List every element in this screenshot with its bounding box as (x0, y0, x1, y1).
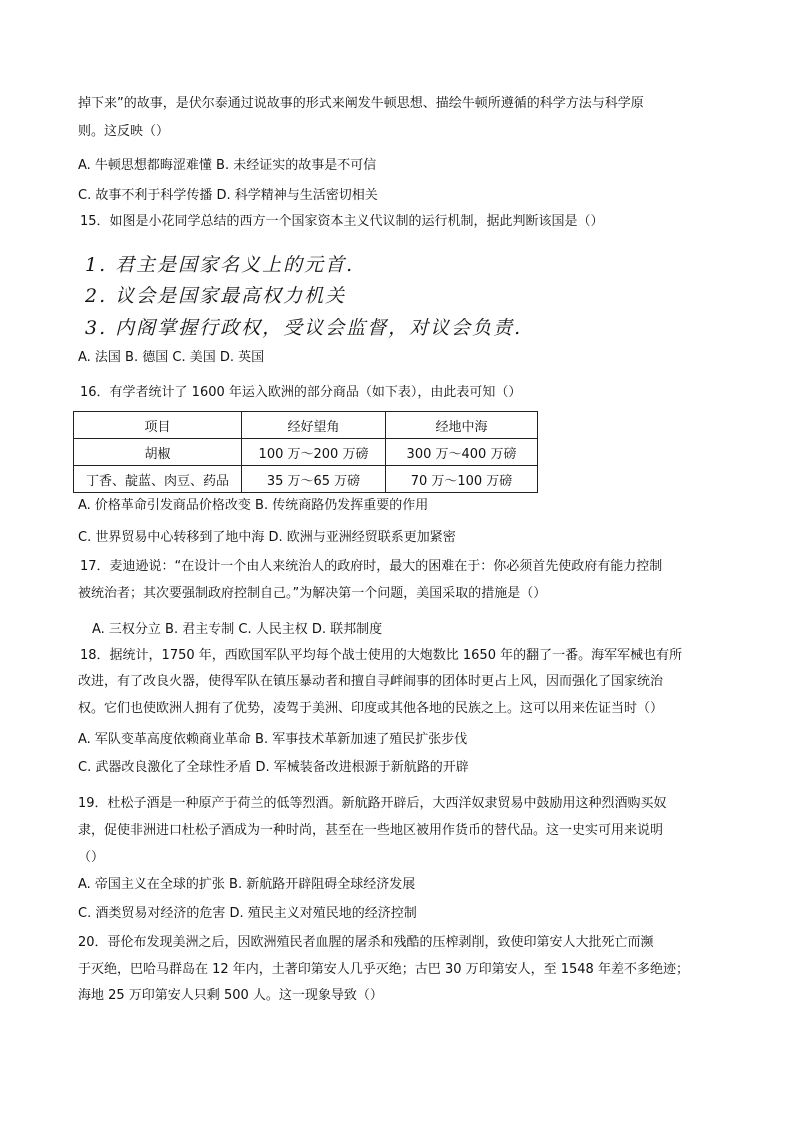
q16-options-cd: C. 世界贸易中心转移到了地中海 D. 欧洲与亚洲经贸联系更加紧密 (78, 530, 456, 545)
table-header: 经地中海 (386, 412, 538, 439)
q16-options-ab: A. 价格革命引发商品价格改变 B. 传统商路仍发挥重要的作用 (78, 498, 429, 513)
table-cell: 100 万～200 万磅 (242, 439, 386, 466)
q20-stem-line-3: 海地 25 万印第安人只剩 500 人。这一现象导致（） (78, 988, 383, 1003)
q15-handwritten-line-1: 1. 君主是国家名义上的元首. (85, 254, 355, 276)
q18-options-ab: A. 军队变革高度依赖商业革命 B. 军事技术革新加速了殖民扩张步伐 (78, 732, 468, 747)
q19-options-ab: A. 帝国主义在全球的扩张 B. 新航路开辟阻碍全球经济发展 (78, 877, 416, 892)
q15-handwritten-line-3: 3. 内阁掌握行政权，受议会监督，对议会负责. (85, 317, 523, 339)
table-row (74, 439, 538, 466)
q17-options: A. 三权分立 B. 君主专制 C. 人民主权 D. 联邦制度 (92, 622, 383, 637)
q14-options-cd: C. 故事不利于科学传播 D. 科学精神与生活密切相关 (78, 188, 378, 203)
table-header: 项目 (74, 412, 242, 439)
q14-stem-line-2: 则。这反映（） (78, 124, 170, 139)
q20-stem-line-2: 于灭绝，巴哈马群岛在 12 年内，土著印第安人几乎灭绝；古巴 30 万印第安人，至 1548 年差不多绝迹； (78, 962, 689, 977)
q19-stem-line-2: 隶，促使非洲进口杜松子酒成为一种时尚，甚至在一些地区被用作货币的替代品。这一史实可用来说明 (78, 823, 664, 838)
q15-stem: 15．如图是小花同学总结的西方一个国家资本主义代议制的运行机制，据此判断该国是（） (80, 214, 604, 229)
q20-stem-line-1: 20．哥伦布发现美洲之后，因欧洲殖民者血腥的屠杀和残酷的压榨剥削，致使印第安人大批死亡而濒 (78, 935, 654, 950)
table-header: 经好望角 (242, 412, 386, 439)
q15-handwritten-line-2: 2. 议会是国家最高权力机关 (85, 285, 347, 307)
table-cell: 丁香、靛蓝、肉豆、药品 (74, 466, 242, 493)
q18-options-cd: C. 武器改良激化了全球性矛盾 D. 军械装备改进根源于新航路的开辟 (78, 760, 469, 775)
q18-stem-line-1: 18．据统计，1750 年，西欧国军队平均每个战士使用的大炮数比 1650 年的翻了一番。海军军械也有所 (80, 648, 683, 663)
q18-stem-line-3: 权。它们也使欧洲人拥有了优势，凌驾于美洲、印度或其他各地的民族之上。这可以用来佐证当时（） (78, 701, 664, 716)
q17-stem-line-2: 被统治者；其次要强制政府控制自己。”为解决第一个问题，美国采取的措施是（） (78, 586, 547, 601)
q19-options-cd: C. 酒类贸易对经济的危害 D. 殖民主义对殖民地的经济控制 (78, 906, 417, 921)
table-cell: 70 万～100 万磅 (386, 466, 538, 493)
table-row (74, 466, 538, 493)
table-cell: 35 万～65 万磅 (242, 466, 386, 493)
q16-goods-table (73, 411, 538, 493)
table-cell: 胡椒 (74, 439, 242, 466)
q14-stem-line-1: 掉下来”的故事，是伏尔泰通过说故事的形式来阐发牛顿思想、描绘牛顿所遵循的科学方法与科学原 (78, 96, 644, 111)
q14-options-ab: A. 牛顿思想都晦涩难懂 B. 未经证实的故事是不可信 (78, 158, 377, 173)
q18-stem-line-2: 改进，有了改良火器，使得军队在镇压暴动者和擅自寻衅闹事的团体时更占上风，因而强化了国家统治 (78, 674, 664, 689)
q17-stem-line-1: 17．麦迪逊说：“在设计一个由人来统治人的政府时，最大的困难在于：你必须首先使政府有能力控制 (80, 559, 663, 574)
q19-stem-line-1: 19．杜松子酒是一种原产于荷兰的低等烈酒。新航路开辟后，大西洋奴隶贸易中鼓励用这种烈酒购买奴 (78, 796, 667, 811)
q15-options: A. 法国 B. 德国 C. 美国 D. 英国 (78, 350, 265, 365)
table-cell: 300 万～400 万磅 (386, 439, 538, 466)
q16-stem: 16．有学者统计了 1600 年运入欧洲的部分商品（如下表），由此表可知（） (80, 385, 522, 400)
q19-stem-line-3: （） (78, 850, 105, 865)
table-header-row (74, 412, 538, 439)
